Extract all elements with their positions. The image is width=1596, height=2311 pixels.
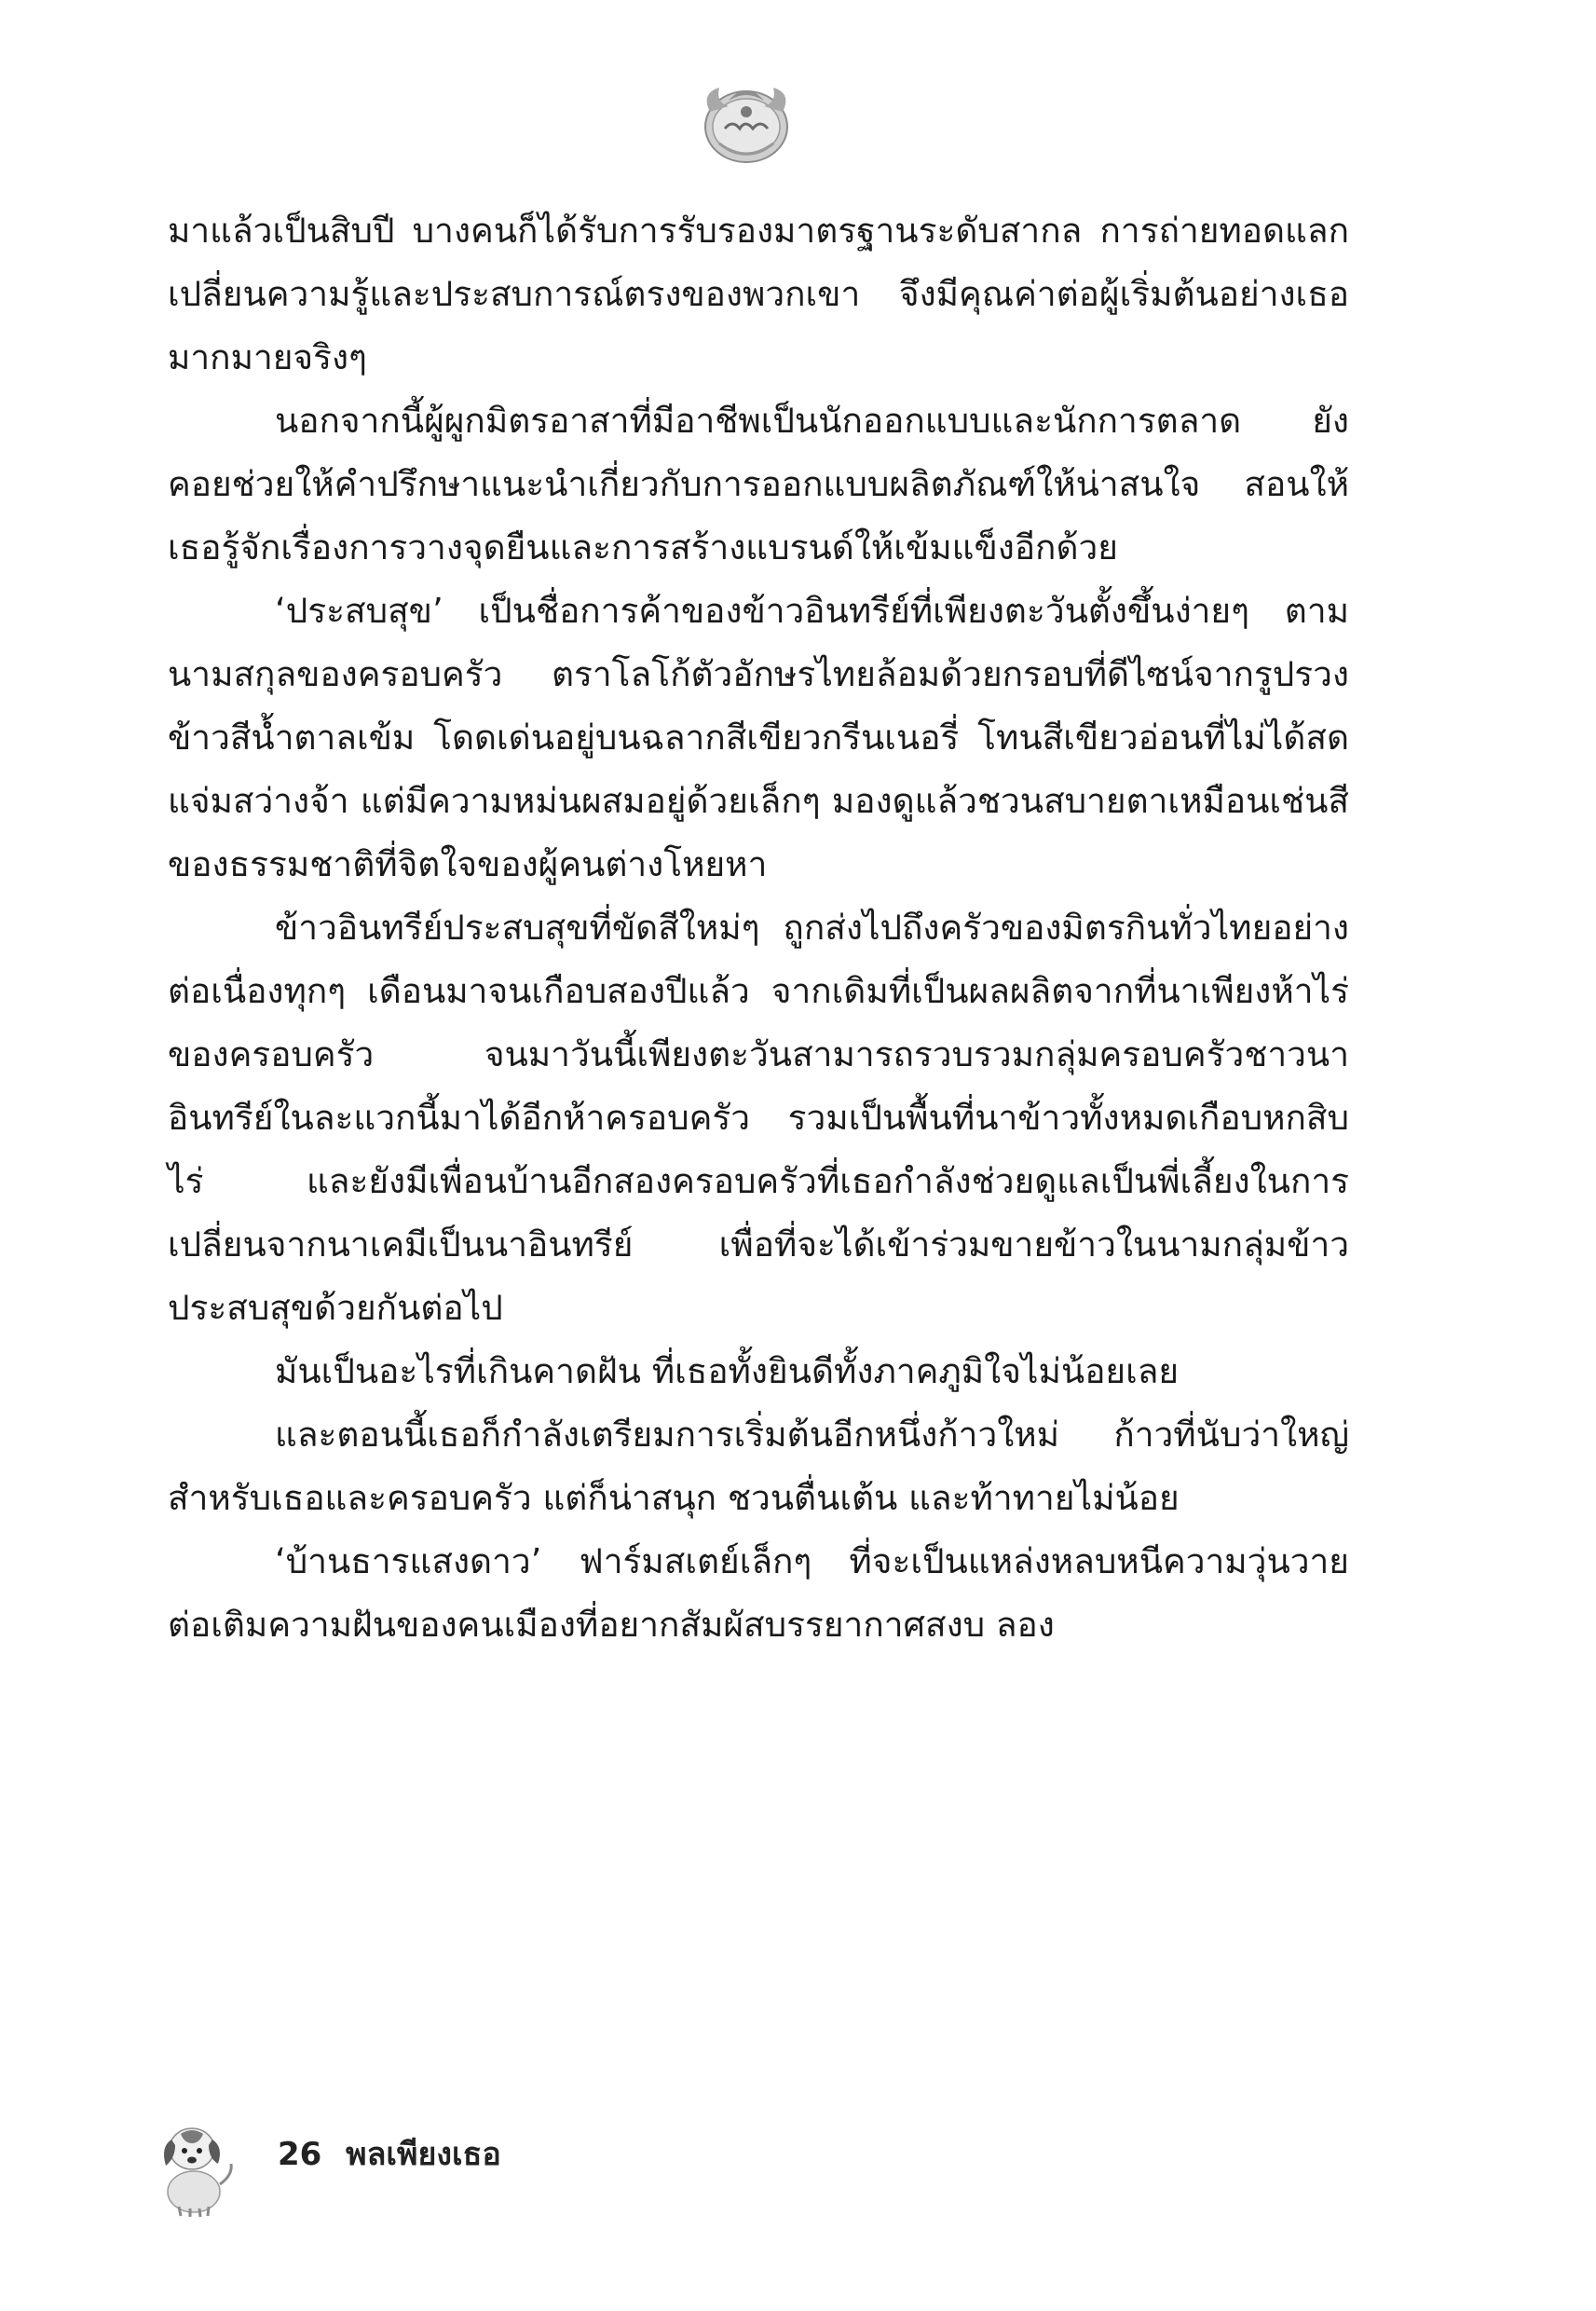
paragraph-6: และตอนนี้เธอก็กำลังเตรียมการเริ่มต้นอีกหนึ่งก้าวใหม่ ก้าวที่นับว่าใหญ่สำหรับเธอและครอบครัว แต่ก็น่าสนุก ชวนตื่นเต้น และท้าทายไม่น้อย [168,1415,1349,1518]
body-text [168,199,1349,1657]
paragraph-4: ข้าวอินทรีย์ประสบสุขที่ขัดสีใหม่ๆ ถูกส่งไปถึงครัวของมิตรกินทั่วไทยอย่างต่อเนื่องทุกๆ เดือนมาจนเกือบสองปีแล้ว จากเดิมที่เป็นผลผลิตจากที่นาเพียงห้าไร่ของครอบครัว จนมาวันนี้เพียงตะวันสามารถรวบรวมกลุ่มครอบครัวชาวนาอินทรีย์ในละแวกนี้มาได้อีกห้าครอบครัว รวมเป็นพื้นที่นาข้าวทั้งหมดเกือบหกสิบไร่ และยังมีเพื่อนบ้านอีกสองครอบครัวที่เธอกำลังช่วยดูแลเป็นพี่เลี้ยงในการเปลี่ยนจากนาเคมีเป็นนาอินทรีย์ เพื่อที่จะได้เข้าร่วมขายข้าวในนามกลุ่มข้าวประสบสุขด้วยกันต่อไป [168,908,1349,1328]
paragraph-2: นอกจากนี้ผู้ผูกมิตรอาสาที่มีอาชีพเป็นนักออกแบบและนักการตลาด ยังคอยช่วยให้คำปรึกษาแนะนำเกี่ยวกับการออกแบบผลิตภัณฑ์ให้น่าสนใจ สอนให้เธอรู้จักเรื่องการวางจุดยืนและการสร้างแบรนด์ให้เข้มแข็งอีกด้วย [168,401,1349,567]
book-title: พลเพียงเธอ [346,2136,501,2173]
puppy-icon [147,2106,240,2218]
header-logo-icon [691,75,801,171]
paragraph-3: ‘ประสบสุข’ เป็นชื่อการค้าของข้าวอินทรีย์ที่เพียงตะวันตั้งขึ้นง่ายๆ ตามนามสกุลของครอบครัว ตราโลโก้ตัวอักษรไทยล้อมด้วยกรอบที่ดีไซน์จากรูปรวงข้าวสีน้ำตาลเข้ม โดดเด่นอยู่บนฉลากสีเขียวกรีนเนอรี่ โทนสีเขียวอ่อนที่ไม่ได้สดแจ่มสว่างจ้า แต่มีความหม่นผสมอยู่ด้วยเล็กๆ มองดูแล้วชวนสบายตาเหมือนเช่นสีของธรรมชาติที่จิตใจของผู้คนต่างโหยหา [168,591,1349,884]
paragraph-7: ‘บ้านธารแสงดาว’ ฟาร์มสเตย์เล็กๆ ที่จะเป็นแหล่งหลบหนีความวุ่นวาย ต่อเติมความฝันของคนเมืองที่อยากสัมผัสบรรยากาศสงบ ลอง [168,1541,1349,1645]
paragraph-1: มาแล้วเป็นสิบปี บางคนก็ได้รับการรับรองมาตรฐานระดับสากล การถ่ายทอดแลกเปลี่ยนความรู้และประสบการณ์ตรงของพวกเขา จึงมีคุณค่าต่อผู้เริ่มต้นอย่างเธอมากมายจริงๆ [168,211,1349,377]
footer-caption [278,2128,514,2179]
paragraph-5: มันเป็นอะไรที่เกินคาดฝัน ที่เธอทั้งยินดีทั้งภาคภูมิใจไม่น้อยเลย [275,1351,1180,1391]
page-number: 26 [278,2136,322,2173]
